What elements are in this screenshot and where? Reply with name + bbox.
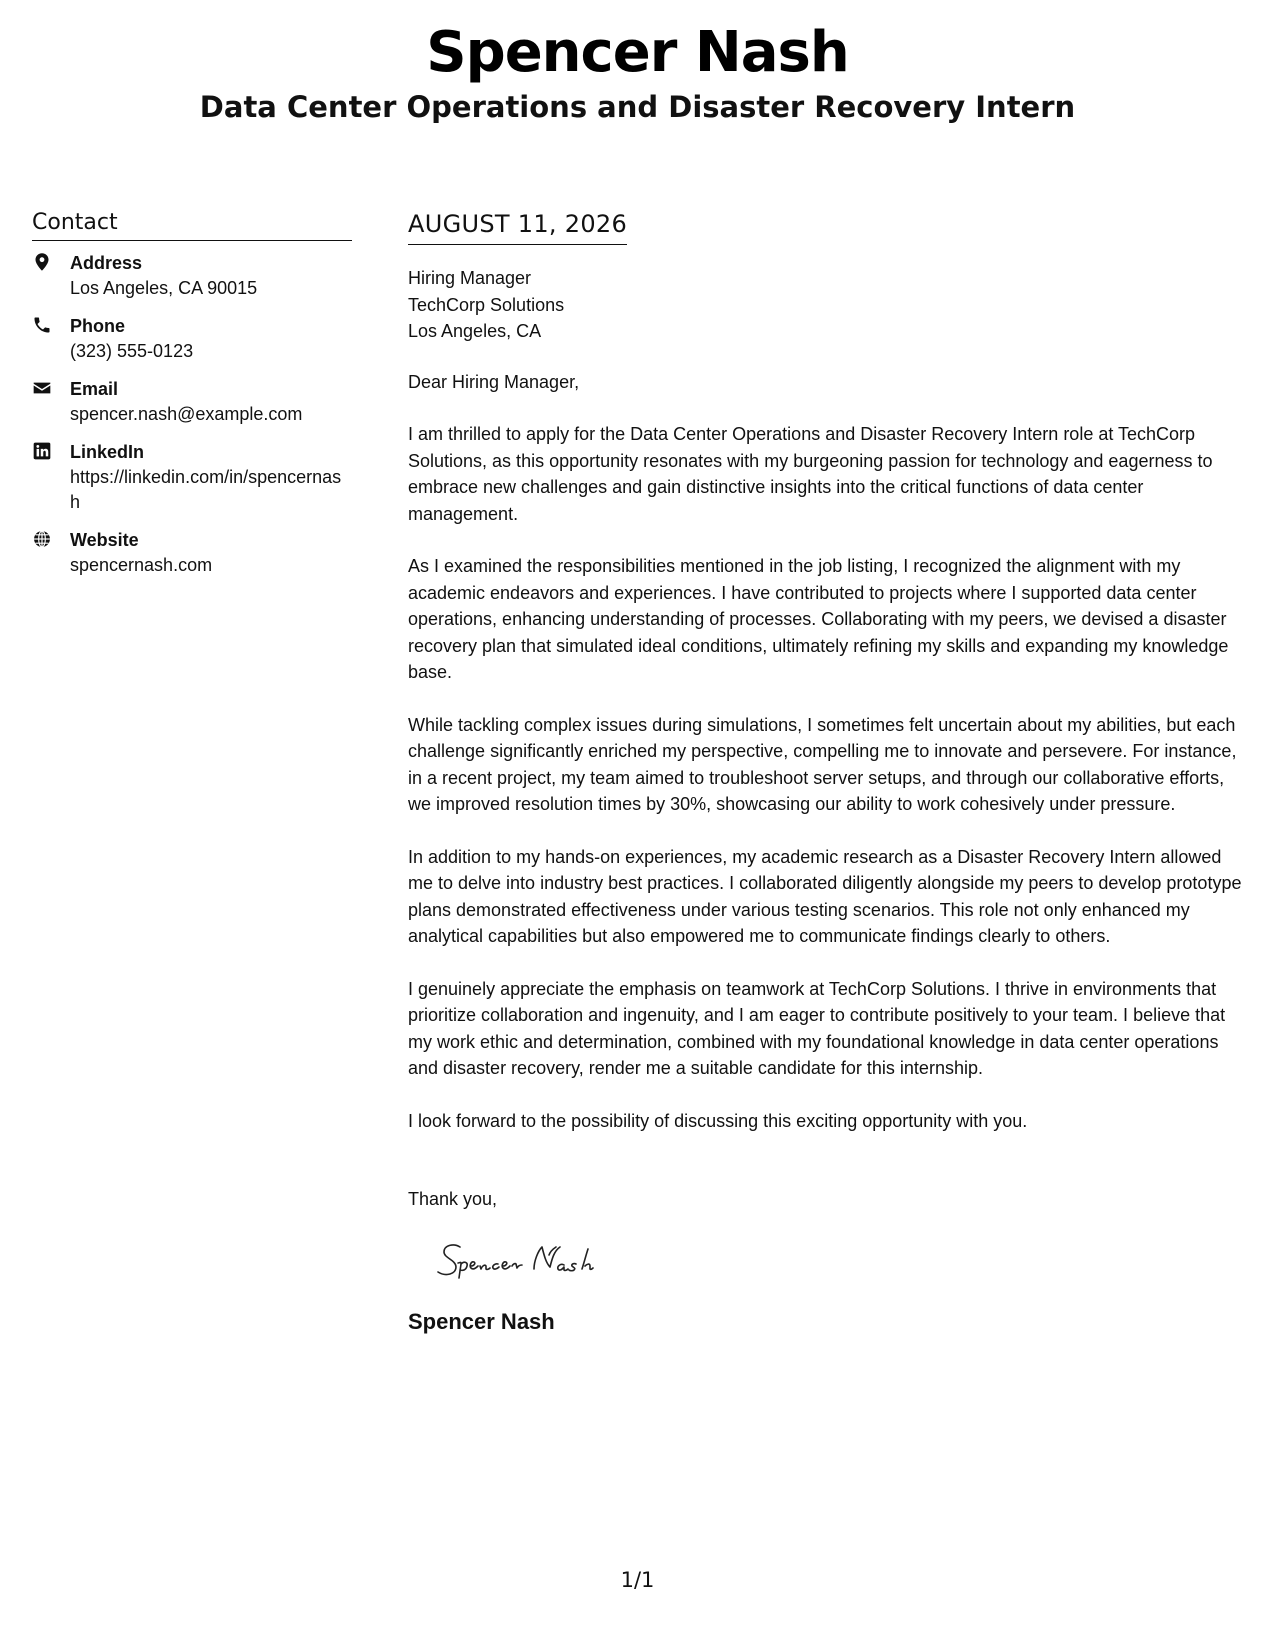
contact-item-linkedin (32, 440, 352, 515)
letter-paragraph: I genuinely appreciate the emphasis on teamwork at TechCorp Solutions. I thrive in environments that prioritize collaboration and ingenuity, and I am eager to contribute positively to your team. I believe that my work ethic and determination, combined with my foundational knowledge in data center operations and disaster recovery, render me a suitable candidate for this internship. (408, 978, 1226, 1078)
contact-label-website: Website (70, 530, 139, 550)
map-pin-icon (32, 252, 54, 274)
letter-paragraph: I am thrilled to apply for the Data Center Operations and Disaster Recovery Intern role at TechCorp Solutions, as this opportunity resonates with my burgeoning passion for technology and eagerness to embrace new challenges and gain distinctive insights into the critical functions of data center management. (408, 424, 1213, 524)
letter-paragraph: While tackling complex issues during simulations, I sometimes felt uncertain about my abilities, but each challenge significantly enriched my perspective, compelling me to innovate and persevere. For instance, in a recent project, my team aimed to troubleshoot server setups, and through our collaborative efforts, we improved resolution times by 30%, showcasing our ability to work cohesively under pressure. (408, 714, 1237, 814)
job-title: Data Center Operations and Disaster Recovery Intern (199, 90, 1076, 124)
contact-item-address (32, 251, 352, 301)
contact-label-phone: Phone (70, 316, 126, 336)
contact-label-address: Address (70, 253, 143, 273)
salutation: Dear Hiring Manager, (408, 371, 580, 392)
contact-label-linkedin: LinkedIn (70, 442, 145, 462)
page-number: 1/1 (620, 1568, 655, 1592)
recipient-title: Hiring Manager (408, 268, 532, 288)
recipient-block (408, 265, 1250, 345)
contact-sidebar (32, 208, 352, 591)
letter-date: AUGUST 11, 2026 (408, 210, 628, 238)
candidate-name: Spencer Nash (426, 20, 849, 85)
envelope-icon (32, 378, 54, 400)
letter-date-container (408, 208, 627, 245)
letter-paragraph: In addition to my hands-on experiences, my academic research as a Disaster Recovery Intern allowed me to delve into industry best practices. I collaborated diligently alongside my peers to develop prototype plans demonstrated effectiveness under various testing scenarios. This role not only enhanced my analytical capabilities but also empowered me to communicate findings clearly to others. (408, 846, 1242, 946)
contact-heading: Contact (32, 208, 352, 241)
contact-value-linkedin[interactable]: https://linkedin.com/in/spencernash (70, 467, 342, 512)
contact-item-email (32, 377, 352, 427)
contact-item-website (32, 528, 352, 578)
resume-header (0, 18, 1275, 126)
cover-letter-body (408, 208, 1250, 1337)
contact-value-address: Los Angeles, CA 90015 (70, 278, 258, 298)
recipient-company: TechCorp Solutions (408, 294, 565, 315)
contact-value-phone: (323) 555-0123 (70, 341, 194, 361)
recipient-location: Los Angeles, CA (408, 321, 542, 341)
globe-icon (32, 529, 54, 551)
contact-value-website[interactable]: spencernash.com (70, 555, 213, 575)
closing: Thank you, (408, 1189, 498, 1209)
printed-name: Spencer Nash (408, 1308, 555, 1334)
contact-value-email[interactable]: spencer.nash@example.com (70, 404, 303, 424)
phone-icon (32, 315, 54, 337)
linkedin-icon (32, 441, 54, 463)
letter-paragraph: I look forward to the possibility of discussing this exciting opportunity with you. (408, 1110, 1028, 1131)
handwritten-signature (430, 1233, 660, 1293)
letter-paragraph: As I examined the responsibilities mentioned in the job listing, I recognized the alignment with my academic endeavors and experiences. I have contributed to projects where I supported data center operations, enhancing understanding of processes. Collaborating with my peers, we devised a disaster recovery plan that simulated ideal conditions, ultimately refining my skills and expanding my knowledge base. (408, 556, 1229, 682)
contact-item-phone (32, 314, 352, 364)
contact-label-email: Email (70, 379, 119, 399)
